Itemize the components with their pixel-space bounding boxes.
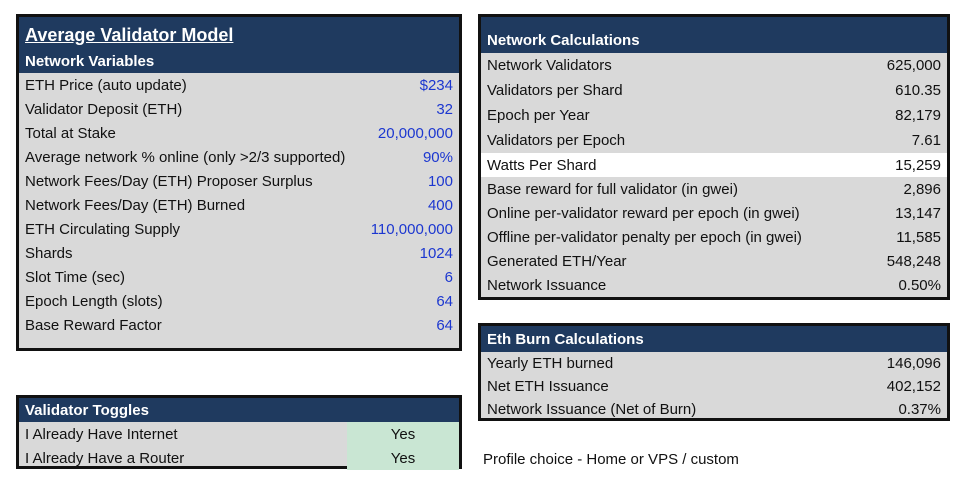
eth-burn-calculations-header: Eth Burn Calculations	[481, 326, 947, 352]
calc-row-network-issuance	[481, 273, 947, 297]
validator-toggles-panel	[16, 395, 462, 469]
calc-row-base-reward	[481, 177, 947, 201]
input-value[interactable]: 20,000,000	[377, 124, 453, 142]
burn-value: 146,096	[886, 355, 941, 372]
burn-row-yearly-burned	[481, 352, 947, 375]
input-row-slot-time	[19, 265, 459, 289]
input-value[interactable]: 64	[436, 316, 453, 334]
average-validator-model-panel	[16, 14, 462, 351]
input-value[interactable]: 400	[427, 196, 453, 214]
burn-label: Net ETH Issuance	[487, 378, 609, 395]
calc-value: 610.35	[895, 82, 941, 99]
eth-burn-calculations-panel	[478, 323, 950, 421]
input-label: ETH Price (auto update)	[25, 76, 187, 94]
calc-label: Validators per Epoch	[487, 132, 626, 149]
input-label: Epoch Length (slots)	[25, 292, 163, 310]
toggle-value[interactable]: Yes	[347, 446, 459, 470]
calc-row-validators-per-epoch	[481, 128, 947, 153]
input-row-epoch-length	[19, 289, 459, 313]
calc-row-online-reward	[481, 201, 947, 225]
calc-label: Generated ETH/Year	[487, 252, 627, 270]
input-value[interactable]: 90%	[422, 148, 453, 166]
input-label: Base Reward Factor	[25, 316, 162, 334]
validator-toggles-header: Validator Toggles	[19, 398, 459, 422]
network-calculations-header: Network Calculations	[481, 17, 947, 53]
input-row-fees-burned	[19, 193, 459, 217]
input-value[interactable]: 32	[436, 100, 453, 118]
toggle-label: I Already Have Internet	[25, 425, 178, 443]
input-row-circulating-supply	[19, 217, 459, 241]
input-label: Shards	[25, 244, 73, 262]
input-value[interactable]: 1024	[419, 244, 453, 262]
calc-value: 548,248	[886, 252, 941, 270]
input-value[interactable]: 100	[427, 172, 453, 190]
calc-value: 0.50%	[898, 276, 941, 294]
input-row-validator-deposit	[19, 97, 459, 121]
calc-value: 15,259	[895, 156, 941, 174]
calc-value: 7.61	[911, 132, 941, 149]
network-calculations-panel	[478, 14, 950, 300]
input-row-fees-proposer	[19, 169, 459, 193]
model-title: Average Validator Model	[19, 17, 459, 49]
input-row-shards	[19, 241, 459, 265]
input-label: ETH Circulating Supply	[25, 220, 181, 238]
input-label: Average network % online (only >2/3 supported)	[25, 148, 346, 166]
calc-value: 82,179	[895, 107, 941, 124]
calc-row-validators-per-shard	[481, 78, 947, 103]
input-row-base-reward-factor	[19, 313, 459, 337]
toggle-value[interactable]: Yes	[347, 422, 459, 446]
input-label: Validator Deposit (ETH)	[25, 100, 183, 118]
calc-label: Offline per-validator penalty per epoch (in gwei)	[487, 228, 802, 246]
calc-value: 13,147	[895, 204, 941, 222]
burn-value: 402,152	[886, 378, 941, 395]
input-value[interactable]: 110,000,000	[370, 220, 453, 238]
calc-label: Base reward for full validator (in gwei)	[487, 180, 738, 198]
calc-label: Validators per Shard	[487, 82, 623, 99]
calc-row-watts-per-shard	[481, 153, 947, 177]
burn-value: 0.37%	[898, 401, 941, 418]
calc-label: Network Issuance	[487, 276, 607, 294]
burn-row-issuance-net-of-burn	[481, 398, 947, 421]
calc-row-offline-penalty	[481, 225, 947, 249]
calc-label: Network Validators	[487, 57, 612, 74]
toggle-row-internet	[19, 422, 459, 446]
toggle-row-router	[19, 446, 459, 470]
calc-row-network-validators	[481, 53, 947, 78]
input-label: Slot Time (sec)	[25, 268, 126, 286]
network-variables-header: Network Variables	[19, 49, 459, 73]
profile-choice-note: Profile choice - Home or VPS / custom	[483, 451, 739, 468]
calc-row-generated-eth	[481, 249, 947, 273]
calc-label: Watts Per Shard	[487, 156, 597, 174]
calc-value: 11,585	[896, 228, 941, 246]
calc-label: Online per-validator reward per epoch (in gwei)	[487, 204, 800, 222]
calc-value: 2,896	[903, 180, 941, 198]
calc-row-epoch-per-year	[481, 103, 947, 128]
input-value[interactable]: 64	[436, 292, 453, 310]
toggle-label: I Already Have a Router	[25, 449, 185, 467]
input-label: Network Fees/Day (ETH) Burned	[25, 196, 246, 214]
input-row-total-at-stake	[19, 121, 459, 145]
input-value[interactable]: 6	[444, 268, 453, 286]
burn-label: Network Issuance (Net of Burn)	[487, 401, 697, 418]
calc-value: 625,000	[886, 57, 941, 74]
input-label: Total at Stake	[25, 124, 116, 142]
input-label: Network Fees/Day (ETH) Proposer Surplus	[25, 172, 313, 190]
burn-label: Yearly ETH burned	[487, 355, 614, 372]
burn-row-net-issuance	[481, 375, 947, 398]
input-value[interactable]: $234	[419, 76, 453, 94]
input-row-eth-price	[19, 73, 459, 97]
calc-label: Epoch per Year	[487, 107, 590, 124]
input-row-network-online	[19, 145, 459, 169]
